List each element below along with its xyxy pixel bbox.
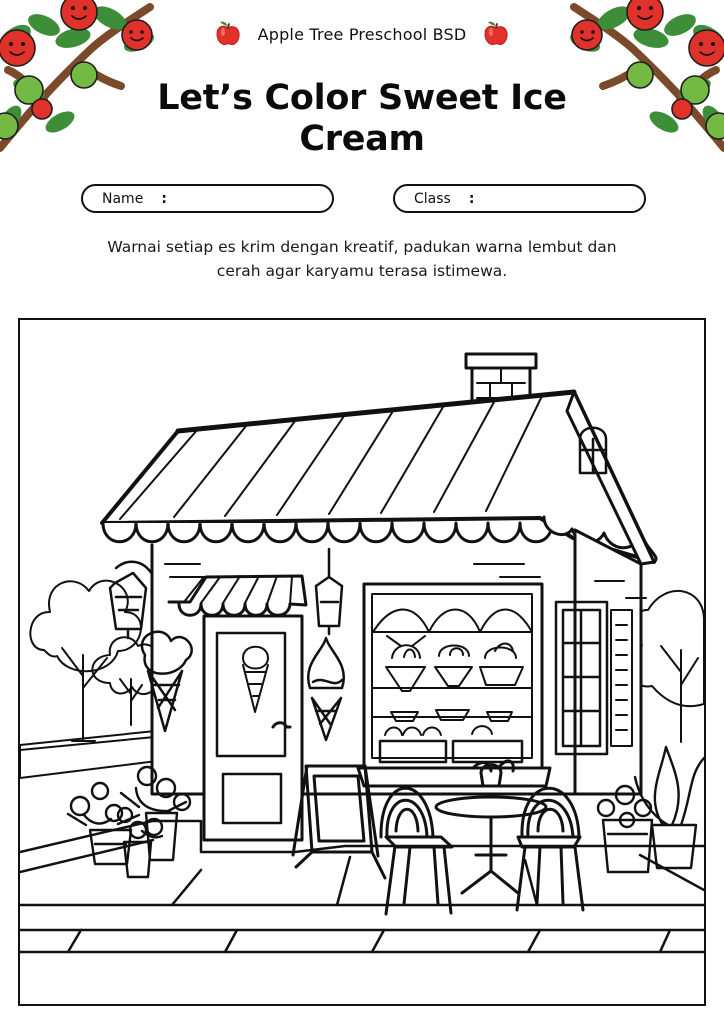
school-name: Apple Tree Preschool BSD bbox=[257, 24, 467, 44]
instruction-line-1: Warnai setiap es krim dengan kreatif, padukan warna lembut dan bbox=[107, 238, 617, 256]
name-separator: : bbox=[161, 190, 167, 207]
class-field[interactable] bbox=[393, 184, 646, 213]
coloring-area[interactable] bbox=[18, 318, 706, 1006]
class-label: Class bbox=[414, 190, 451, 207]
ice-cream-shop-drawing bbox=[20, 320, 704, 1004]
apple-icon bbox=[214, 20, 242, 48]
instruction-line-2: cerah agar karyamu terasa istimewa. bbox=[216, 262, 508, 280]
class-separator: : bbox=[468, 190, 475, 207]
background-tree-left bbox=[30, 581, 159, 741]
page-title: Let’s Color Sweet Ice Cream bbox=[157, 78, 567, 160]
ice-cream-shop bbox=[102, 354, 656, 840]
name-field[interactable] bbox=[81, 184, 334, 213]
apple-icon bbox=[482, 20, 510, 48]
garden-wall bbox=[20, 730, 165, 778]
name-label: Name bbox=[102, 190, 144, 207]
worksheet-header bbox=[0, 18, 724, 161]
coloring-instruction bbox=[72, 235, 652, 283]
school-row bbox=[0, 18, 724, 50]
